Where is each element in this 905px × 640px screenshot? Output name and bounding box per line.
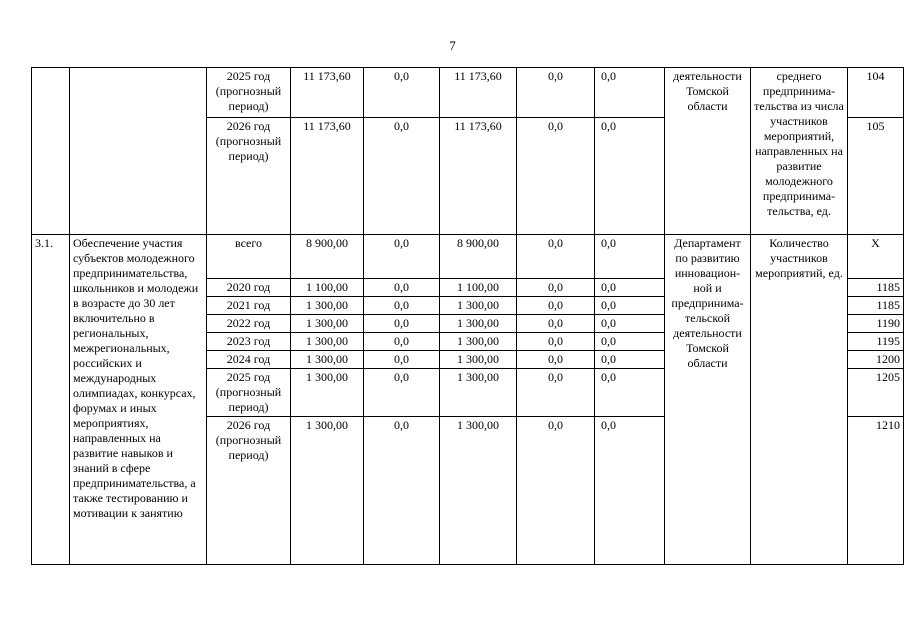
local-cell: 0,0 (517, 333, 595, 351)
extra-cell: 0,0 (595, 68, 665, 118)
regional-cell: 11 173,60 (440, 118, 517, 235)
item-name-cell: Обеспечение участия субъектов молодежного предпринимательства, школьников и молодежи в возрасте до 30 лет включительно в региональных, межрегиональных, российских и международных олимпиадах, конкурсах, форумах и иных мероприятиях, направленных на развитие навыков и знаний в сфере предпринимательства, а также тестированию и мотивации к занятию (70, 235, 207, 565)
extra-cell: 0,0 (595, 315, 665, 333)
empty-cell (32, 68, 70, 235)
federal-cell: 0,0 (364, 333, 440, 351)
indicator-cell: среднего предпринима-тельства из числа участников мероприятий, направленных на развитие молодежного предпринима-тельства, ед. (751, 68, 848, 235)
period-cell: 2022 год (207, 315, 291, 333)
regional-cell: 11 173,60 (440, 68, 517, 118)
code-cell: Х (848, 235, 904, 279)
local-cell: 0,0 (517, 118, 595, 235)
extra-cell: 0,0 (595, 351, 665, 369)
regional-cell: 1 300,00 (440, 297, 517, 315)
federal-cell: 0,0 (364, 351, 440, 369)
code-cell: 1185 (848, 279, 904, 297)
federal-cell: 0,0 (364, 68, 440, 118)
total-cell: 11 173,60 (291, 68, 364, 118)
total-cell: 8 900,00 (291, 235, 364, 279)
page-number: 7 (449, 38, 456, 53)
regional-cell: 1 300,00 (440, 417, 517, 565)
program-table (31, 67, 904, 565)
code-cell: 1205 (848, 369, 904, 417)
local-cell: 0,0 (517, 68, 595, 118)
total-cell: 11 173,60 (291, 118, 364, 235)
local-cell: 0,0 (517, 235, 595, 279)
extra-cell: 0,0 (595, 118, 665, 235)
code-cell: 105 (848, 118, 904, 235)
indicator-cell: Количество участников мероприятий, ед. (751, 235, 848, 565)
code-cell: 1185 (848, 297, 904, 315)
period-cell: 2026 год (прогнозный период) (207, 417, 291, 565)
code-cell: 1210 (848, 417, 904, 565)
total-cell: 1 300,00 (291, 315, 364, 333)
code-cell: 1200 (848, 351, 904, 369)
regional-cell: 1 300,00 (440, 351, 517, 369)
federal-cell: 0,0 (364, 315, 440, 333)
federal-cell: 0,0 (364, 417, 440, 565)
table-row (32, 68, 904, 118)
local-cell: 0,0 (517, 315, 595, 333)
period-cell: 2021 год (207, 297, 291, 315)
period-cell: 2020 год (207, 279, 291, 297)
extra-cell: 0,0 (595, 417, 665, 565)
federal-cell: 0,0 (364, 235, 440, 279)
total-cell: 1 300,00 (291, 351, 364, 369)
extra-cell: 0,0 (595, 235, 665, 279)
period-cell: 2026 год (прогнозный период) (207, 118, 291, 235)
regional-cell: 8 900,00 (440, 235, 517, 279)
extra-cell: 0,0 (595, 297, 665, 315)
extra-cell: 0,0 (595, 279, 665, 297)
regional-cell: 1 300,00 (440, 315, 517, 333)
period-cell: всего (207, 235, 291, 279)
period-cell: 2023 год (207, 333, 291, 351)
code-cell: 1195 (848, 333, 904, 351)
period-cell: 2025 год (прогнозный период) (207, 68, 291, 118)
local-cell: 0,0 (517, 297, 595, 315)
total-cell: 1 100,00 (291, 279, 364, 297)
regional-cell: 1 300,00 (440, 333, 517, 351)
extra-cell: 0,0 (595, 369, 665, 417)
executor-cell: Департамент по развитию инновацион-ной и предпринима-тельской деятельности Томской области (665, 235, 751, 565)
local-cell: 0,0 (517, 279, 595, 297)
extra-cell: 0,0 (595, 333, 665, 351)
local-cell: 0,0 (517, 351, 595, 369)
executor-cell: деятельности Томской области (665, 68, 751, 235)
period-cell: 2024 год (207, 351, 291, 369)
local-cell: 0,0 (517, 417, 595, 565)
empty-cell (70, 68, 207, 235)
federal-cell: 0,0 (364, 369, 440, 417)
local-cell: 0,0 (517, 369, 595, 417)
code-cell: 1190 (848, 315, 904, 333)
total-cell: 1 300,00 (291, 333, 364, 351)
period-cell: 2025 год (прогнозный период) (207, 369, 291, 417)
item-number-cell: 3.1. (32, 235, 70, 565)
total-cell: 1 300,00 (291, 417, 364, 565)
total-cell: 1 300,00 (291, 369, 364, 417)
regional-cell: 1 300,00 (440, 369, 517, 417)
total-cell: 1 300,00 (291, 297, 364, 315)
table-row (32, 235, 904, 279)
code-cell: 104 (848, 68, 904, 118)
federal-cell: 0,0 (364, 118, 440, 235)
federal-cell: 0,0 (364, 279, 440, 297)
federal-cell: 0,0 (364, 297, 440, 315)
regional-cell: 1 100,00 (440, 279, 517, 297)
